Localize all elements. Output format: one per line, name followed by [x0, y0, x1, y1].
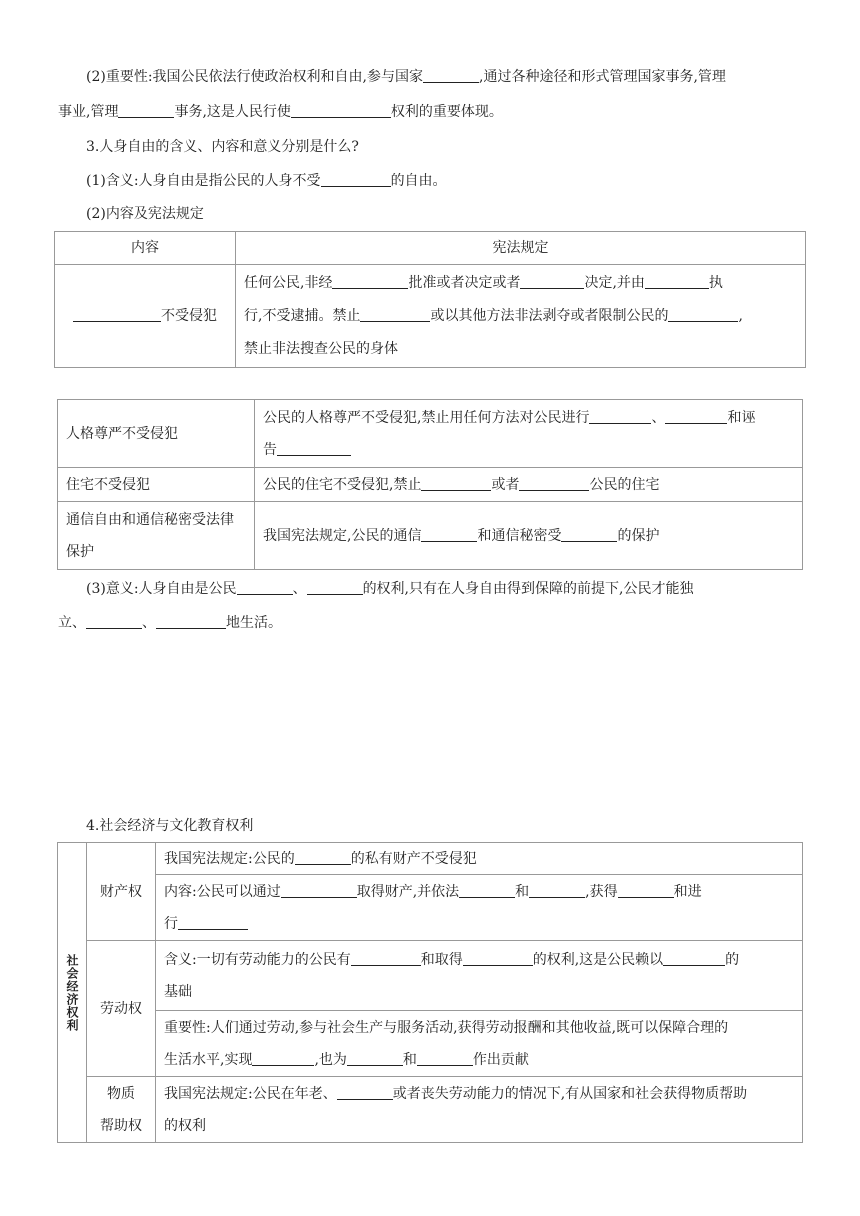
property-right-law: 我国宪法规定:公民的 的私有财产不受侵犯: [156, 843, 803, 875]
fill-blank[interactable]: [463, 951, 533, 966]
labor-right-importance: 重要性:人们通过劳动,参与社会生产与服务活动,获得劳动报酬和其他收益,既可以保障合理的 生活水平,实现 ,也为 和 作出贡献: [156, 1011, 803, 1077]
property-right-content: 内容:公民可以通过 取得财产,并依法 和 ,获得 和进 行: [156, 875, 803, 941]
material-assistance-right-law: 我国宪法规定:公民在年老、 或者丧失劳动能力的情况下,有从国家和社会获得物质帮助 的权利: [156, 1077, 803, 1143]
question-3-title: 3.人身自由的含义、内容和意义分别是什么?: [86, 139, 359, 155]
socioeconomic-rights-side-label: 社会经济权利: [58, 843, 87, 1143]
fill-blank[interactable]: [520, 274, 584, 289]
fill-blank[interactable]: [421, 527, 477, 542]
fill-blank[interactable]: [665, 409, 727, 424]
row-correspondence-law: 我国宪法规定,公民的通信 和通信秘密受 的保护: [255, 502, 803, 570]
row-dignity-content: 人格尊严不受侵犯: [58, 400, 255, 468]
row-personal-freedom-content: 不受侵犯: [55, 265, 236, 368]
meaning-line: (1)含义:人身自由是指公民的人身不受 的自由。: [86, 173, 447, 189]
importance-paragraph-line2: 事业,管理 事务,这是人民行使 权利的重要体现。: [58, 104, 503, 120]
personal-freedom-table-1: [54, 231, 806, 368]
fill-blank[interactable]: [337, 1085, 393, 1100]
fill-blank[interactable]: [291, 103, 391, 118]
fill-blank[interactable]: [423, 68, 479, 83]
labor-right-label: 劳动权: [87, 941, 156, 1077]
row-residence-law: 公民的住宅不受侵犯,禁止 或者 公民的住宅: [255, 468, 803, 502]
socioeconomic-rights-table: [57, 842, 803, 1143]
fill-blank[interactable]: [618, 883, 674, 898]
property-right-label: 财产权: [87, 843, 156, 941]
header-law: 宪法规定: [236, 232, 806, 265]
fill-blank[interactable]: [589, 409, 651, 424]
content-title: (2)内容及宪法规定: [86, 206, 204, 222]
fill-blank[interactable]: [459, 883, 515, 898]
row-residence-content: 住宅不受侵犯: [58, 468, 255, 502]
fill-blank[interactable]: [332, 274, 408, 289]
fill-blank[interactable]: [360, 307, 430, 322]
fill-blank[interactable]: [321, 172, 391, 187]
fill-blank[interactable]: [417, 1051, 473, 1066]
fill-blank[interactable]: [421, 476, 491, 491]
fill-blank[interactable]: [156, 614, 226, 629]
fill-blank[interactable]: [237, 580, 293, 595]
fill-blank[interactable]: [663, 951, 725, 966]
fill-blank[interactable]: [86, 614, 142, 629]
fill-blank[interactable]: [519, 476, 589, 491]
row-dignity-law: 公民的人格尊严不受侵犯,禁止用任何方法对公民进行 、 和诬 告: [255, 400, 803, 468]
question-4-title: 4.社会经济与文化教育权利: [86, 818, 254, 834]
fill-blank[interactable]: [351, 951, 421, 966]
significance-line1: (3)意义:人身自由是公民 、 的权利,只有在人身自由得到保障的前提下,公民才能独: [86, 581, 694, 597]
fill-blank[interactable]: [178, 915, 248, 930]
header-content: 内容: [55, 232, 236, 265]
significance-line2: 立、 、 地生活。: [58, 615, 282, 631]
fill-blank[interactable]: [118, 103, 174, 118]
material-assistance-right-label: 物质 帮助权: [87, 1077, 156, 1143]
fill-blank[interactable]: [252, 1051, 314, 1066]
fill-blank[interactable]: [295, 850, 351, 865]
fill-blank[interactable]: [561, 527, 617, 542]
fill-blank[interactable]: [529, 883, 585, 898]
fill-blank[interactable]: [347, 1051, 403, 1066]
fill-blank[interactable]: [277, 441, 351, 456]
fill-blank[interactable]: [645, 274, 709, 289]
fill-blank[interactable]: [73, 307, 161, 322]
row-correspondence-content: 通信自由和通信秘密受法律 保护: [58, 502, 255, 570]
fill-blank[interactable]: [307, 580, 363, 595]
importance-paragraph-line1: (2)重要性:我国公民依法行使政治权利和自由,参与国家 ,通过各种途径和形式管理国家事务,管理: [86, 69, 726, 85]
personal-freedom-table-2: [57, 399, 803, 570]
fill-blank[interactable]: [668, 307, 738, 322]
fill-blank[interactable]: [281, 883, 357, 898]
row-personal-freedom-law: 任何公民,非经 批准或者决定或者 决定,并由 执 行,不受逮捕。禁止 或以其他方法非法剥夺或者限制公民的 , 禁止非法搜查公民的身体: [236, 265, 806, 368]
labor-right-meaning: 含义:一切有劳动能力的公民有 和取得 的权利,这是公民赖以 的 基础: [156, 941, 803, 1011]
